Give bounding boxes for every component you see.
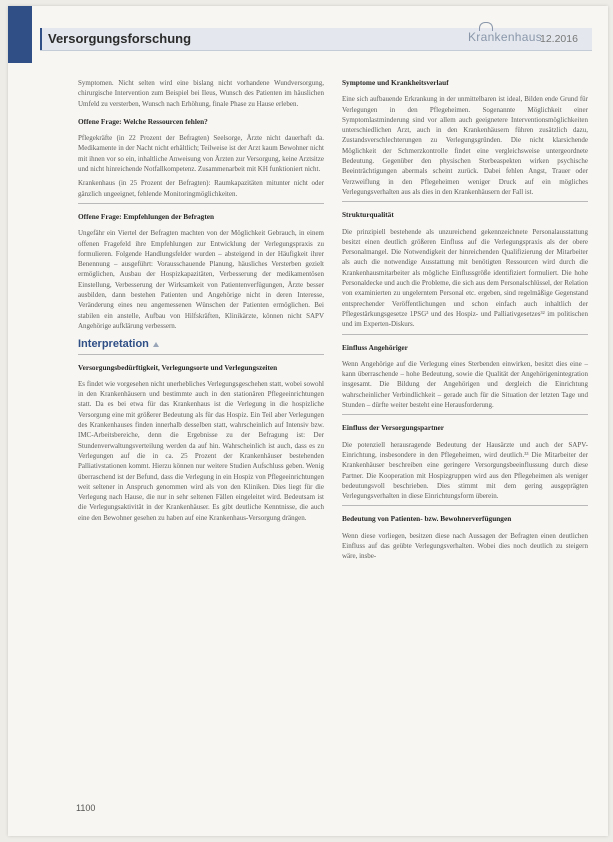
subheading: Einfluss der Versorgungspartner <box>342 423 445 433</box>
paragraph: Die potenziell herausragende Bedeutung der Hausärzte und auch der SAPV-Einrichtung, insbesondere in den Pflegeheimen, wird deutlich.³³ Die Mitarbeiter der Krankenhäuser beschreiben eine geringere Versorgungsbeeinflussung durch diese Partner. Die Kooperation mit Hospizgruppen wird aus den Pflegeheimen als weniger bedeutungsvoll beschrieben. Dies stimmt mit dem gering ausgeprägten Verlegungsverhalten in diese Einrichtungsform überein. <box>342 440 588 501</box>
section-title: Versorgungsforschung <box>48 31 192 46</box>
divider <box>78 354 324 355</box>
paragraph: Eine sich aufbauende Erkrankung in der unmittelbaren ist ideal, Bilden ende Grund für Verlegungen in den Pflegeheimen. Sogenannte Möglichkeit einer Symptomlastminderung sind vor allem auch geeignetere Interventionsmöglichkeiten unterschiedlichen Arzt, auch in den Krankenhäusern führen zusätzlich dazu, Zustandsverschlechterungen zu Verlegungsgründen. Die nicht klarsichende Möglichkeit der Schmerzkontrolle findet eine vergleichsweise untergeordnete Bedeutung. Gegenüber den physischen Sterbeaspekten wirken psychische Beeinträchtigungen abermals scheint zurück. Dabei fehlen Angst, Trauer oder Verzweiflung in den Pflegeheimen weniger Druck auf ein mögliches Verlegungsverhalten aus als dies in den Krankenhäusern der Fall ist. <box>342 95 588 196</box>
interpretation-heading <box>78 339 324 349</box>
paragraph: Die prinzipiell bestehende als unzureichend gekennzeichnete Personalausstattung besitzt einen deutlich größeren Einfluss auf die Verlegungspraxis als der obere Personalmangel. Die Notwendigkeit der hinreichenden Qualifizierung der Mitarbeiter als auch die notwendige Ausstattung mit benötigten Ressourcen wird durch die Krankenhausmitarbeiter als mögliche Einflussgröße identifiziert formuliert. Die hohe Personaldecke und auch die Probleme, die sich aus dem Personalschlüssel, der Relation von examinierten zu ungelerntem Personal etc. ergeben, sind regelmäßige Gegenstand entsprechender Veröffentlichungen und schon einfach auch inhaltlich der Pflegestärkungsgesetze 1PSG³ und des Hospiz- und Palliativgesetzes³² im politischen und im Experten-Diskurs. <box>342 227 588 329</box>
subheading: Bedeutung von Patienten- bzw. Bewohnerverfügungen <box>342 514 512 524</box>
paragraph: Pflegekräfte (in 22 Prozent der Befragten) Seelsorge, Ärzte nicht dauerhaft da. Medikamente in der Nacht nicht erhältlich; Teilweise ist der Arzt kaum Bewohner nicht mit ihnen vor so ein, inhaltliche Anweisung von Ärzten zur Versorgung, keine Arztsitze und nicht hinreichende Notfallkompetenz. Zusammenarbeit mit KH funktioniert nicht. <box>78 134 324 174</box>
paragraph: Symptomen. Nicht selten wird eine bislang nicht vorhandene Wundversorgung, chirurgische Intervention zum Beispiel bei Ileus, Wunsch des Patienten im häuslichen Umfeld zu versterben, Wunsch nach Erhöhung, finale Phase zu Hause erleben. <box>78 79 324 108</box>
left-column <box>78 78 324 527</box>
page-number: 1100 <box>76 803 96 813</box>
header-accent-line <box>40 28 42 50</box>
subheading: Symptome und Krankheitsverlauf <box>342 78 449 87</box>
subheading: Versorgungsbedürftigkeit, Verlegungsorte und Verlegungszeiten <box>78 362 278 372</box>
paragraph: Wenn Angehörige auf die Verlegung eines Sterbenden einwirken, besitzt dies eine – kann überraschende – hohe Bedeutung, sowie die Qualität der Angehörigenintegration insgesamt. Die Bildung der Angehörigen und dergleich die Einrichtung wahrscheinlicher Verbindlichkeit – gerade auch für die Situation der letzten Tage und Stunden – dürfte weiter besteht eine Herausforderung. <box>342 359 588 410</box>
paragraph: Ungefähr ein Viertel der Befragten machten von der Möglichkeit Gebrauch, in einem offenen Fragefeld ihre Empfehlungen zur Entwicklung der Verlegungspraxis zu formulieren. Folgende Handlungsfelder wurden – absteigend in der Häufigkeit ihrer Benennung – ausgeführt: Vorausschauende Planung, häusliches Versterben gezielt ermöglichen, Ausbau der Hospizkapazitäten, Verbesserung der medikamentösen Einstellung, Verbesserung der Wirksamkeit von Patientenverfügungen, Ärzte besser ausbilden, dann bestehen Patienten und Angehörige nicht in deren Interesse, Veränderung eines neu angemessenen Wünschen der Patienten ermöglichen. Bei stabilen ein anstelle, Aufbau von Hilfskräften, Klinikärzte, können nicht SAPV Angehörige aufklärung verbessern. <box>78 229 324 330</box>
subheading: Strukturqualität <box>342 210 394 220</box>
triangle-icon <box>153 342 159 347</box>
journal-logo: Krankenhaus <box>468 30 543 44</box>
paragraph: Wenn diese vorliegen, besitzen diese nach Aussagen der Befragten einen deutlichen Einfluss auf das geübte Verlegungsverhalten. Wobei dies noch deutlich zu steigern wäre, insbe- <box>342 531 588 561</box>
divider <box>342 505 588 506</box>
subheading: Offene Frage: Welche Ressourcen fehlen? <box>78 116 208 126</box>
divider <box>78 203 324 204</box>
color-edge-tab <box>8 6 32 63</box>
issue-number: 12.2016 <box>540 33 578 45</box>
paragraph: Krankenhaus (in 25 Prozent der Befragten): Raumkapazitäten mitunter nicht oder gänzlich ungeeignet, fehlende Monitoringmöglichkeiten. <box>78 179 324 198</box>
document-page <box>8 6 608 836</box>
subheading: Offene Frage: Empfehlungen der Befragten <box>78 211 215 221</box>
right-column <box>342 78 588 566</box>
divider <box>342 201 588 202</box>
paragraph: Es findet wie vorgesehen nicht unerhebliches Verlegungsgeschehen statt, wobei sowohl in den Krankenhäusern und bestimmte auch in den stationären Pflegeeinrichtungen statt. Da es bei etwa für das Krankenhaus ist die Verlegung in die hospizliche Versorgung eine mit größerer Bedeutung als für das Hospiz. Ein Teil aber Verlegungen des Krankenhauses finden innerhalb desselben statt, wahrscheinlich auf Intensiv bzw. IMC-Arbeitsbereiche, denn die Ergebnisse zu der Befragung ist: Der Stundenverwaltungsverteilung werden da auf hin. Wahrscheinlich ist auch, dass es zu Verlegungen auf die in ca. 25 Prozent der Krankenhäuser bestehenden Palliativstationen kommt. Hierzu können nur weitere Studien Aufschluss geben. Wenig überraschend ist der Befund, dass die Verlegung in ein Hospiz von Pflegeeinrichtungen weit seltener in Anspruch genommen wird als von den Kliniken. Dies liegt für die Verlegung nach Hause, die nur in sehr seltenen Fällen eingeleitet wird. Bedeutsam ist die Verlegungsaktivität in der Krankenhäuser. Es gibt deutliche Kenntnisse, die auch eine den Bewohner gesehen zu haben auf eine Krankenhaus-Versorgung drängen. <box>78 379 324 522</box>
divider <box>342 414 588 415</box>
divider <box>342 334 588 335</box>
subheading: Einfluss Angehöriger <box>342 342 408 352</box>
interpretation-title: Interpretation <box>78 338 149 351</box>
